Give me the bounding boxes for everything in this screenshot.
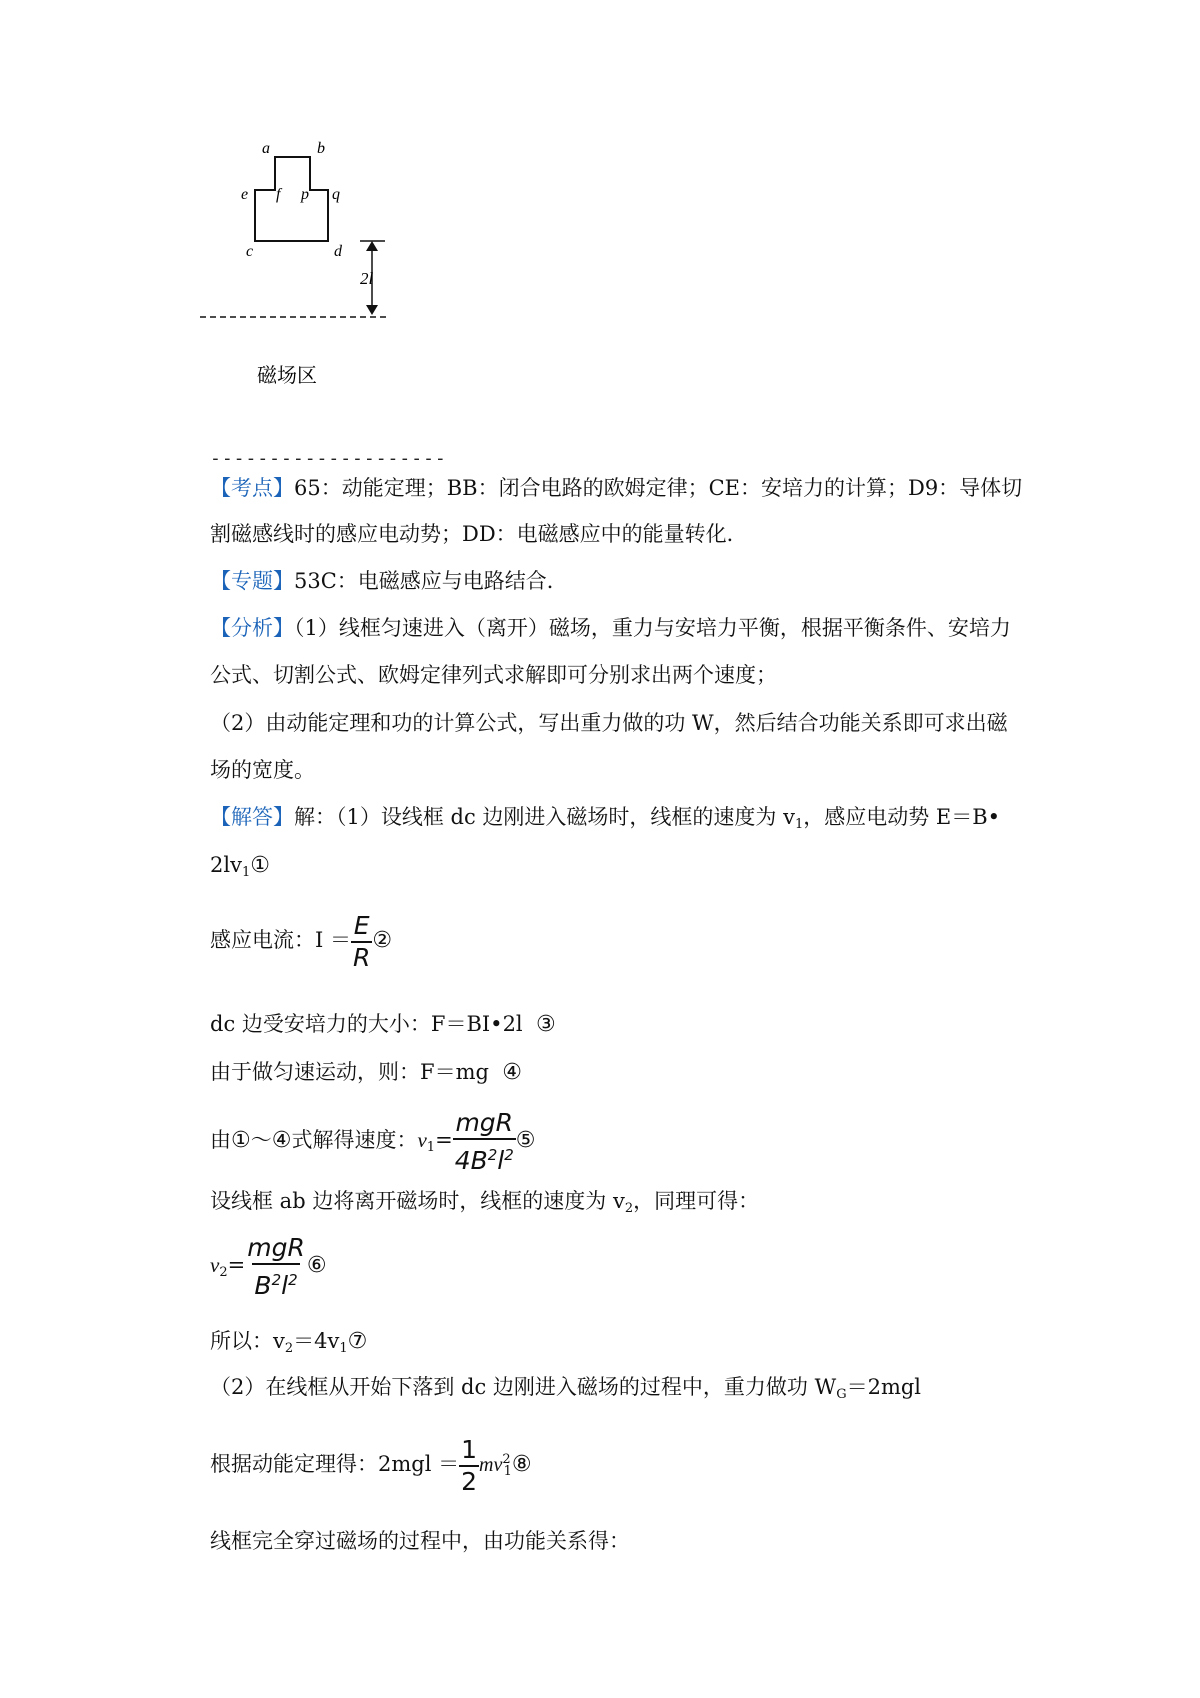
label-f: f [276,186,281,203]
tilde: ～ [250,1128,272,1152]
den-B: B [254,1270,272,1300]
fenxi-line-4: 场的宽度。 [210,758,315,782]
jieda-line-1 [210,803,1000,839]
fenxi-line-3: （2）由动能定理和功的计算公式，写出重力做的功 W，然后结合功能关系即可求出磁 [210,711,1008,735]
emf-expression: 2lv [210,853,242,877]
label-a: a [262,140,270,157]
kaodian-tag: 【考点】 [210,476,294,500]
sub-2: 2 [624,1201,634,1216]
frac-numerator: 1 [461,1434,478,1464]
so-line [210,1327,367,1363]
fraction-E-over-R [351,911,372,973]
current-line [210,905,392,975]
label-q: q [332,186,340,203]
v2-intro-line [210,1187,759,1223]
kaodian-line-1 [210,474,1022,502]
pow-2: 2 [504,1145,514,1164]
last-line: 线框完全穿过磁场的过程中，由功能关系得： [210,1529,630,1553]
v-symbol: v [417,1128,427,1152]
sub-1: 1 [794,817,804,832]
kaodian-line-2: 割磁感线时的感应电动势；DD：电磁感应中的能量转化． [210,522,748,546]
v-symbol: v [210,1253,220,1277]
circled-number-5: ⑤ [515,1128,536,1153]
sub-1: 1 [339,1341,348,1356]
den-l: l [497,1145,505,1175]
label-p: p [301,186,309,203]
mv-symbol: mv [479,1454,503,1476]
v2-intro-text-a: 设线框 ab 边将离开磁场时，线框的速度为 v [210,1189,625,1213]
fenxi-tag: 【分析】 [210,616,294,640]
frac-denominator: R [352,942,371,972]
kaodian-text-1: 65：动能定理；BB：闭合电路的欧姆定律；CE：安培力的计算；D9：导体切 [294,476,1023,500]
label-c: c [246,243,254,260]
label-b: b [317,140,325,157]
jieda-tag: 【解答】 [210,805,294,829]
label-e: e [241,186,249,203]
fraction-v2 [245,1233,307,1301]
solve-v1-line [210,1105,536,1175]
zhuanti-tag: 【专题】 [210,569,294,593]
force-line [210,1010,556,1039]
part2-text: （2）在线框从开始下落到 dc 边刚进入磁场的过程中，重力做功 W [210,1375,837,1399]
uniform-text: 由于做匀速运动，则：F＝mg [210,1060,489,1084]
label-distance: 2l [360,269,374,288]
part2-line [210,1373,921,1409]
equals: = [227,1253,246,1277]
pow-2: 2 [487,1145,498,1164]
circled-number-8: ⑧ [511,1452,532,1477]
label-d: d [334,243,342,260]
fenxi-line-1 [210,614,1011,642]
jieda-text-1b: ，感应电动势 E＝B• [803,805,1001,829]
frac-numerator: E [353,910,370,940]
fenxi-line-2: 公式、切割公式、欧姆定律列式求解即可分别求出两个速度； [210,663,777,687]
circled-number-4: ④ [502,1060,523,1085]
circled-number-1: ① [250,853,270,878]
circled-number-1: ① [231,1128,251,1153]
fraction-half [459,1435,479,1497]
wire-frame [255,157,328,241]
sub-1: 1 [241,865,251,880]
circled-number-2: ② [372,928,393,953]
ke-text: 根据动能定理得：2mgl ＝ [210,1452,460,1476]
uniform-motion-line [210,1058,522,1087]
circled-number-7: ⑦ [347,1329,368,1354]
sub-1: 1 [426,1140,436,1155]
sub-G: G [836,1387,847,1402]
den-l: l [281,1270,289,1300]
so-text-b: ＝4v [293,1329,340,1353]
fraction-v1 [453,1108,516,1176]
equals: = [435,1128,453,1152]
force-text: dc 边受安培力的大小：F＝BI•2l [210,1012,523,1036]
pow-2: 2 [502,1452,511,1467]
field-region-caption: 磁场区 [257,363,317,387]
circuit-figure [200,135,440,415]
v2-intro-text-b: ，同理可得： [633,1189,760,1213]
separator-dashes: -------------------- [210,448,447,469]
sub-1: 1 [503,1464,512,1479]
kinetic-energy-line [210,1420,532,1500]
frac-numerator: mgR [455,1107,514,1137]
solve-text: 式解得速度： [291,1128,418,1152]
jieda-text-1a: 解：（1）设线框 dc 边刚进入磁场时，线框的速度为 v [294,805,795,829]
den-4B: 4B [454,1145,488,1175]
frac-denominator: 2 [461,1466,478,1496]
so-text: 所以：v [210,1329,285,1353]
zhuanti-text: 53C：电磁感应与电路结合． [294,569,568,593]
pow-2: 2 [288,1270,298,1289]
pow-2: 2 [271,1270,282,1289]
part2-text-b: ＝2mgl [846,1375,922,1399]
sub-2: 2 [219,1265,228,1280]
sub-2: 2 [284,1341,294,1356]
fenxi-text-1: （1）线框匀速进入（离开）磁场，重力与安培力平衡，根据平衡条件、安培力 [294,616,1011,640]
jieda-line-2 [210,851,270,887]
circled-number-4: ④ [271,1128,292,1153]
circled-number-3: ③ [536,1012,556,1037]
zhuanti-line [210,567,568,595]
frac-numerator: mgR [247,1232,305,1262]
v2-formula-line [210,1225,327,1305]
current-label: 感应电流：I ＝ [210,928,351,952]
frac-denominator [252,1263,299,1301]
frac-denominator [453,1138,516,1176]
you-text: 由 [210,1128,231,1152]
circled-number-6: ⑥ [306,1253,327,1278]
